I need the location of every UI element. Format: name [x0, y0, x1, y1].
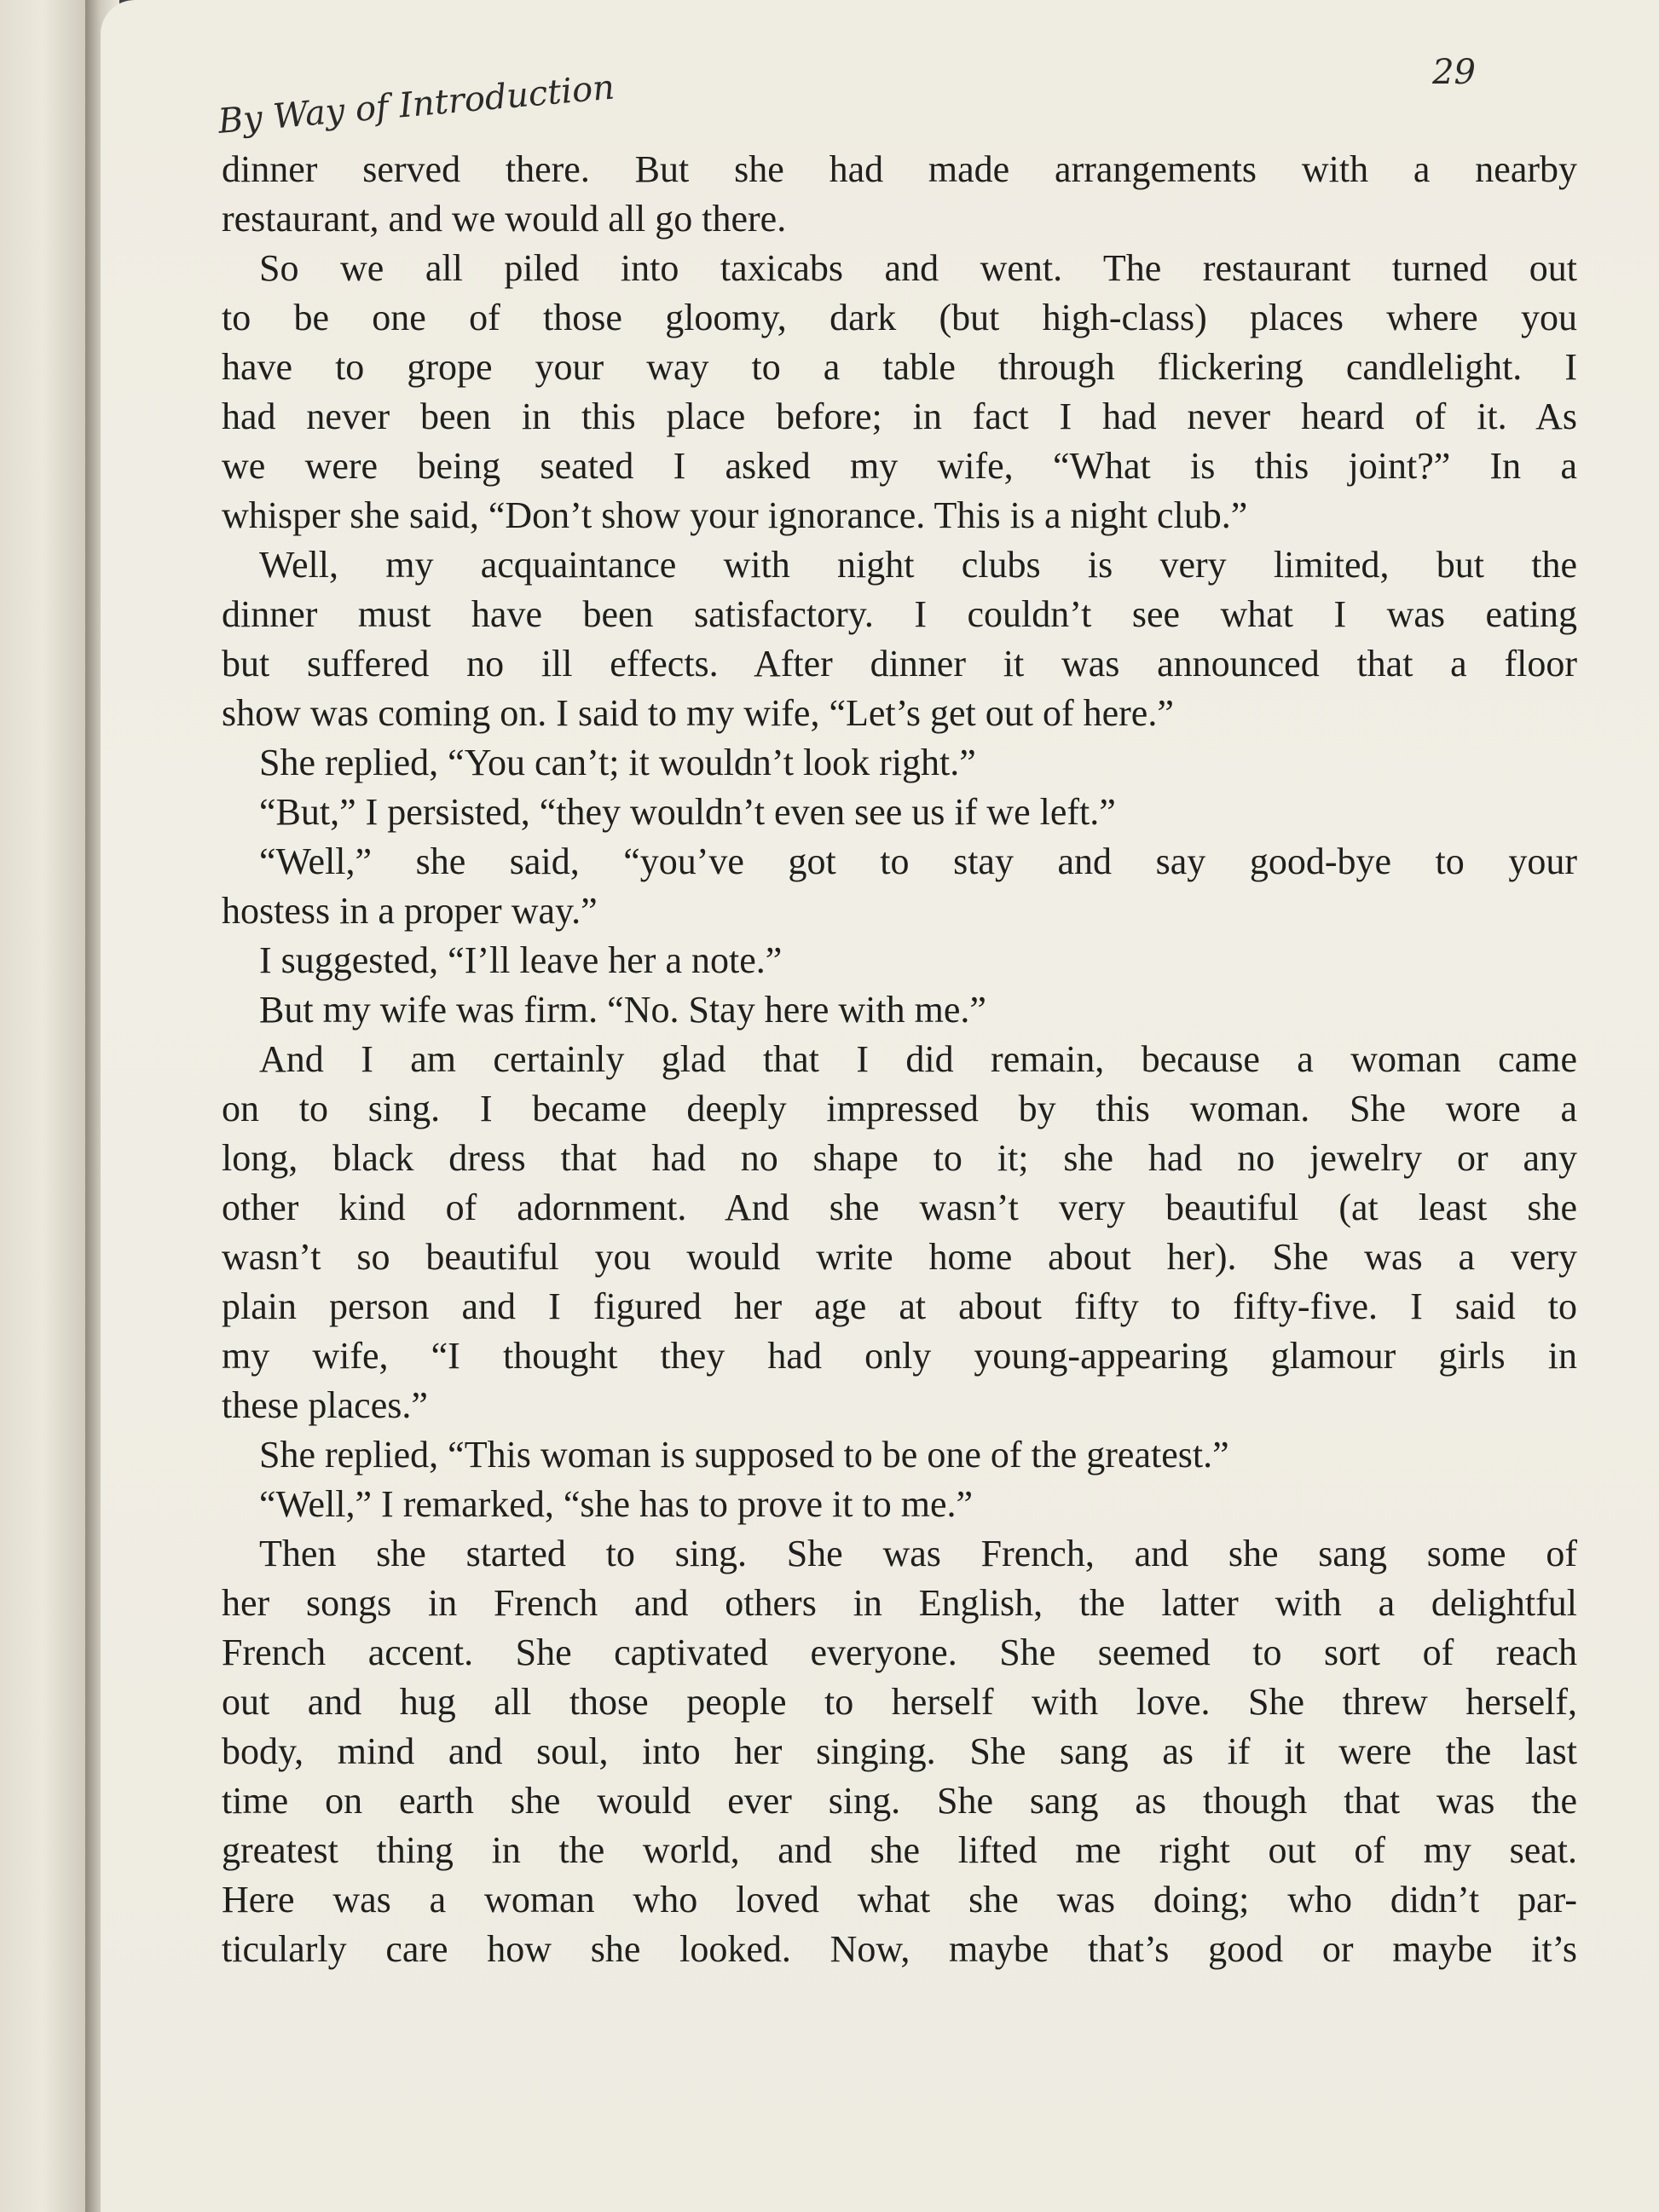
running-head: By Way of Introduction — [216, 67, 616, 141]
text-line: So we all piled into taxicabs and went. The restaurant turned out — [259, 247, 1577, 289]
text-line: her songs in French and others in English, the latter with a delightful — [222, 1582, 1577, 1624]
text-line: “Well,” I remarked, “she has to prove it to me.” — [259, 1483, 974, 1525]
text-line: my wife, “I thought they had only young-appearing glamour girls in — [222, 1335, 1577, 1377]
text-line: Well, my acquaintance with night clubs is very limited, but the — [259, 544, 1577, 586]
text-line: show was coming on. I said to my wife, “Let’s get out of here.” — [222, 692, 1174, 734]
text-line: But my wife was firm. “No. Stay here with me.” — [259, 989, 986, 1031]
text-line: ticularly care how she looked. Now, maybe that’s good or maybe it’s — [222, 1928, 1577, 1970]
text-line: She replied, “This woman is supposed to be one of the greatest.” — [259, 1434, 1229, 1476]
body-text — [222, 145, 1577, 1974]
text-line: greatest thing in the world, and she lifted me right out of my seat. — [222, 1829, 1577, 1871]
text-line: out and hug all those people to herself with love. She threw herself, — [222, 1681, 1577, 1723]
left-page-edge — [0, 0, 94, 2212]
text-line: these places.” — [222, 1384, 428, 1426]
page-number: 29 — [1432, 53, 1476, 92]
text-line: time on earth she would ever sing. She sang as though that was the — [222, 1780, 1577, 1822]
text-line: whisper she said, “Don’t show your ignorance. This is a night club.” — [222, 494, 1248, 536]
text-line: had never been in this place before; in fact I had never heard of it. As — [222, 396, 1577, 437]
text-line: dinner served there. But she had made arrangements with a nearby — [222, 148, 1577, 190]
text-line: “But,” I persisted, “they wouldn’t even see us if we left.” — [259, 791, 1116, 833]
text-line: plain person and I figured her age at about fifty to fifty-five. I said to — [222, 1285, 1577, 1327]
text-line: I suggested, “I’ll leave her a note.” — [259, 939, 783, 981]
text-line: She replied, “You can’t; it wouldn’t look right.” — [259, 742, 976, 783]
text-line: have to grope your way to a table through flickering candlelight. I — [222, 346, 1577, 388]
text-line: Then she started to sing. She was French, and she sang some of — [259, 1533, 1577, 1574]
text-line: French accent. She captivated everyone. She seemed to sort of reach — [222, 1632, 1577, 1673]
text-line: dinner must have been satisfactory. I couldn’t see what I was eating — [222, 593, 1577, 635]
text-line: but suffered no ill effects. After dinner it was announced that a floor — [222, 643, 1577, 684]
text-line: hostess in a proper way.” — [222, 890, 598, 932]
text-line: And I am certainly glad that I did remain, because a woman came — [259, 1038, 1577, 1080]
text-line: we were being seated I asked my wife, “What is this joint?” In a — [222, 445, 1577, 487]
text-line: wasn’t so beautiful you would write home about her). She was a very — [222, 1236, 1577, 1278]
text-line: other kind of adornment. And she wasn’t very beautiful (at least she — [222, 1187, 1577, 1228]
book-page — [101, 0, 1659, 2212]
text-line: on to sing. I became deeply impressed by this woman. She wore a — [222, 1088, 1577, 1129]
text-line: long, black dress that had no shape to it; she had no jewelry or any — [222, 1137, 1577, 1179]
text-line: to be one of those gloomy, dark (but high-class) places where you — [222, 297, 1577, 338]
text-line: “Well,” she said, “you’ve got to stay and say good-bye to your — [259, 840, 1577, 882]
text-line: Here was a woman who loved what she was doing; who didn’t par- — [222, 1879, 1577, 1920]
text-line: restaurant, and we would all go there. — [222, 198, 787, 240]
text-line: body, mind and soul, into her singing. She sang as if it were the last — [222, 1730, 1577, 1772]
